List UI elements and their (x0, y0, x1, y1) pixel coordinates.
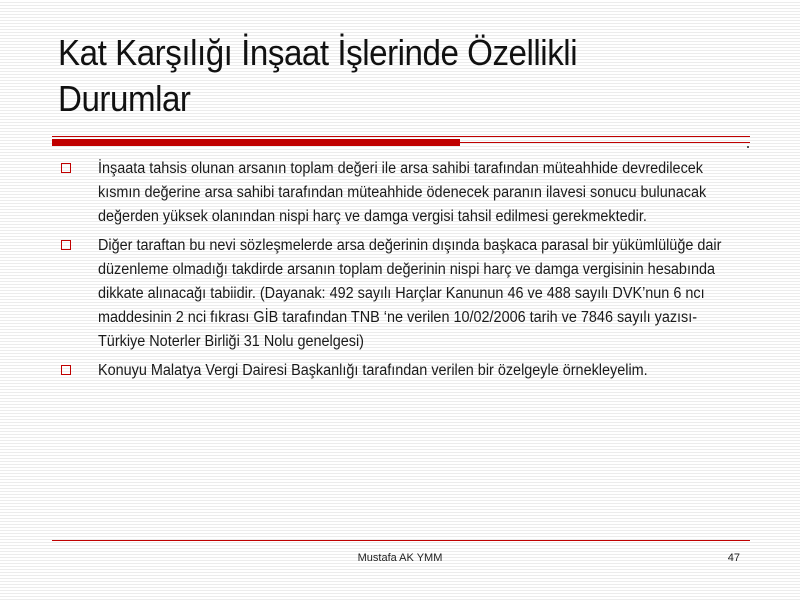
bullet-text: Diğer taraftan bu nevi sözleşmelerde arsa değerinin dışında başkaca parasal bir yükümlülüğe dair düzenleme olmadığı takdirde arsanın toplam değerinin nispi harç ve damga vergisinin hesabında dikkate alınacağı tabiidir. (Dayanak: 492 sayılı Harçlar Kanunun 46 ve 488 sayılı DVK’nun 6 ncı maddesinin 2 nci fıkrası GİB tarafından TNB ‘ne verilen 10/02/2006 tarih ve 7846 sayılı yazısı-Türkiye Noterler Birliği 31 Nolu genelgesi) (98, 236, 722, 351)
bullet-list (58, 157, 738, 387)
slide-title-line-2: Durumlar (58, 78, 191, 119)
bullet-item (58, 359, 738, 383)
slide-title-line-1: Kat Karşılığı İnşaat İşlerinde Özellikli (58, 32, 578, 73)
decorative-dot (747, 146, 749, 148)
bullet-item (58, 157, 738, 230)
footer-divider-line (52, 540, 750, 541)
bullet-text: İnşaata tahsis olunan arsanın toplam değeri ile arsa sahibi tarafından müteahhide devredilecek kısmın değerine arsa sahibi tarafından müteahhide ödenecek paranın ilavesi sonucu bulunacak değerden yüksek olanından nispi harç ve damga vergisi tahsil edilmesi gerekmektedir. (98, 160, 707, 226)
bullet-text: Konuyu Malatya Vergi Dairesi Başkanlığı tarafından verilen bir özelgeyle örnekleyelim. (98, 361, 648, 379)
title-accent-bar (52, 139, 460, 146)
title-divider-line-lower (460, 142, 750, 143)
page-number: 47 (727, 552, 740, 564)
bullet-item (58, 234, 738, 355)
slide-title (58, 30, 702, 122)
title-divider-line (52, 136, 750, 137)
hollow-square-icon (61, 240, 71, 250)
hollow-square-icon (61, 163, 71, 173)
footer-author: Mustafa AK YMM (357, 552, 443, 564)
hollow-square-icon (61, 365, 71, 375)
